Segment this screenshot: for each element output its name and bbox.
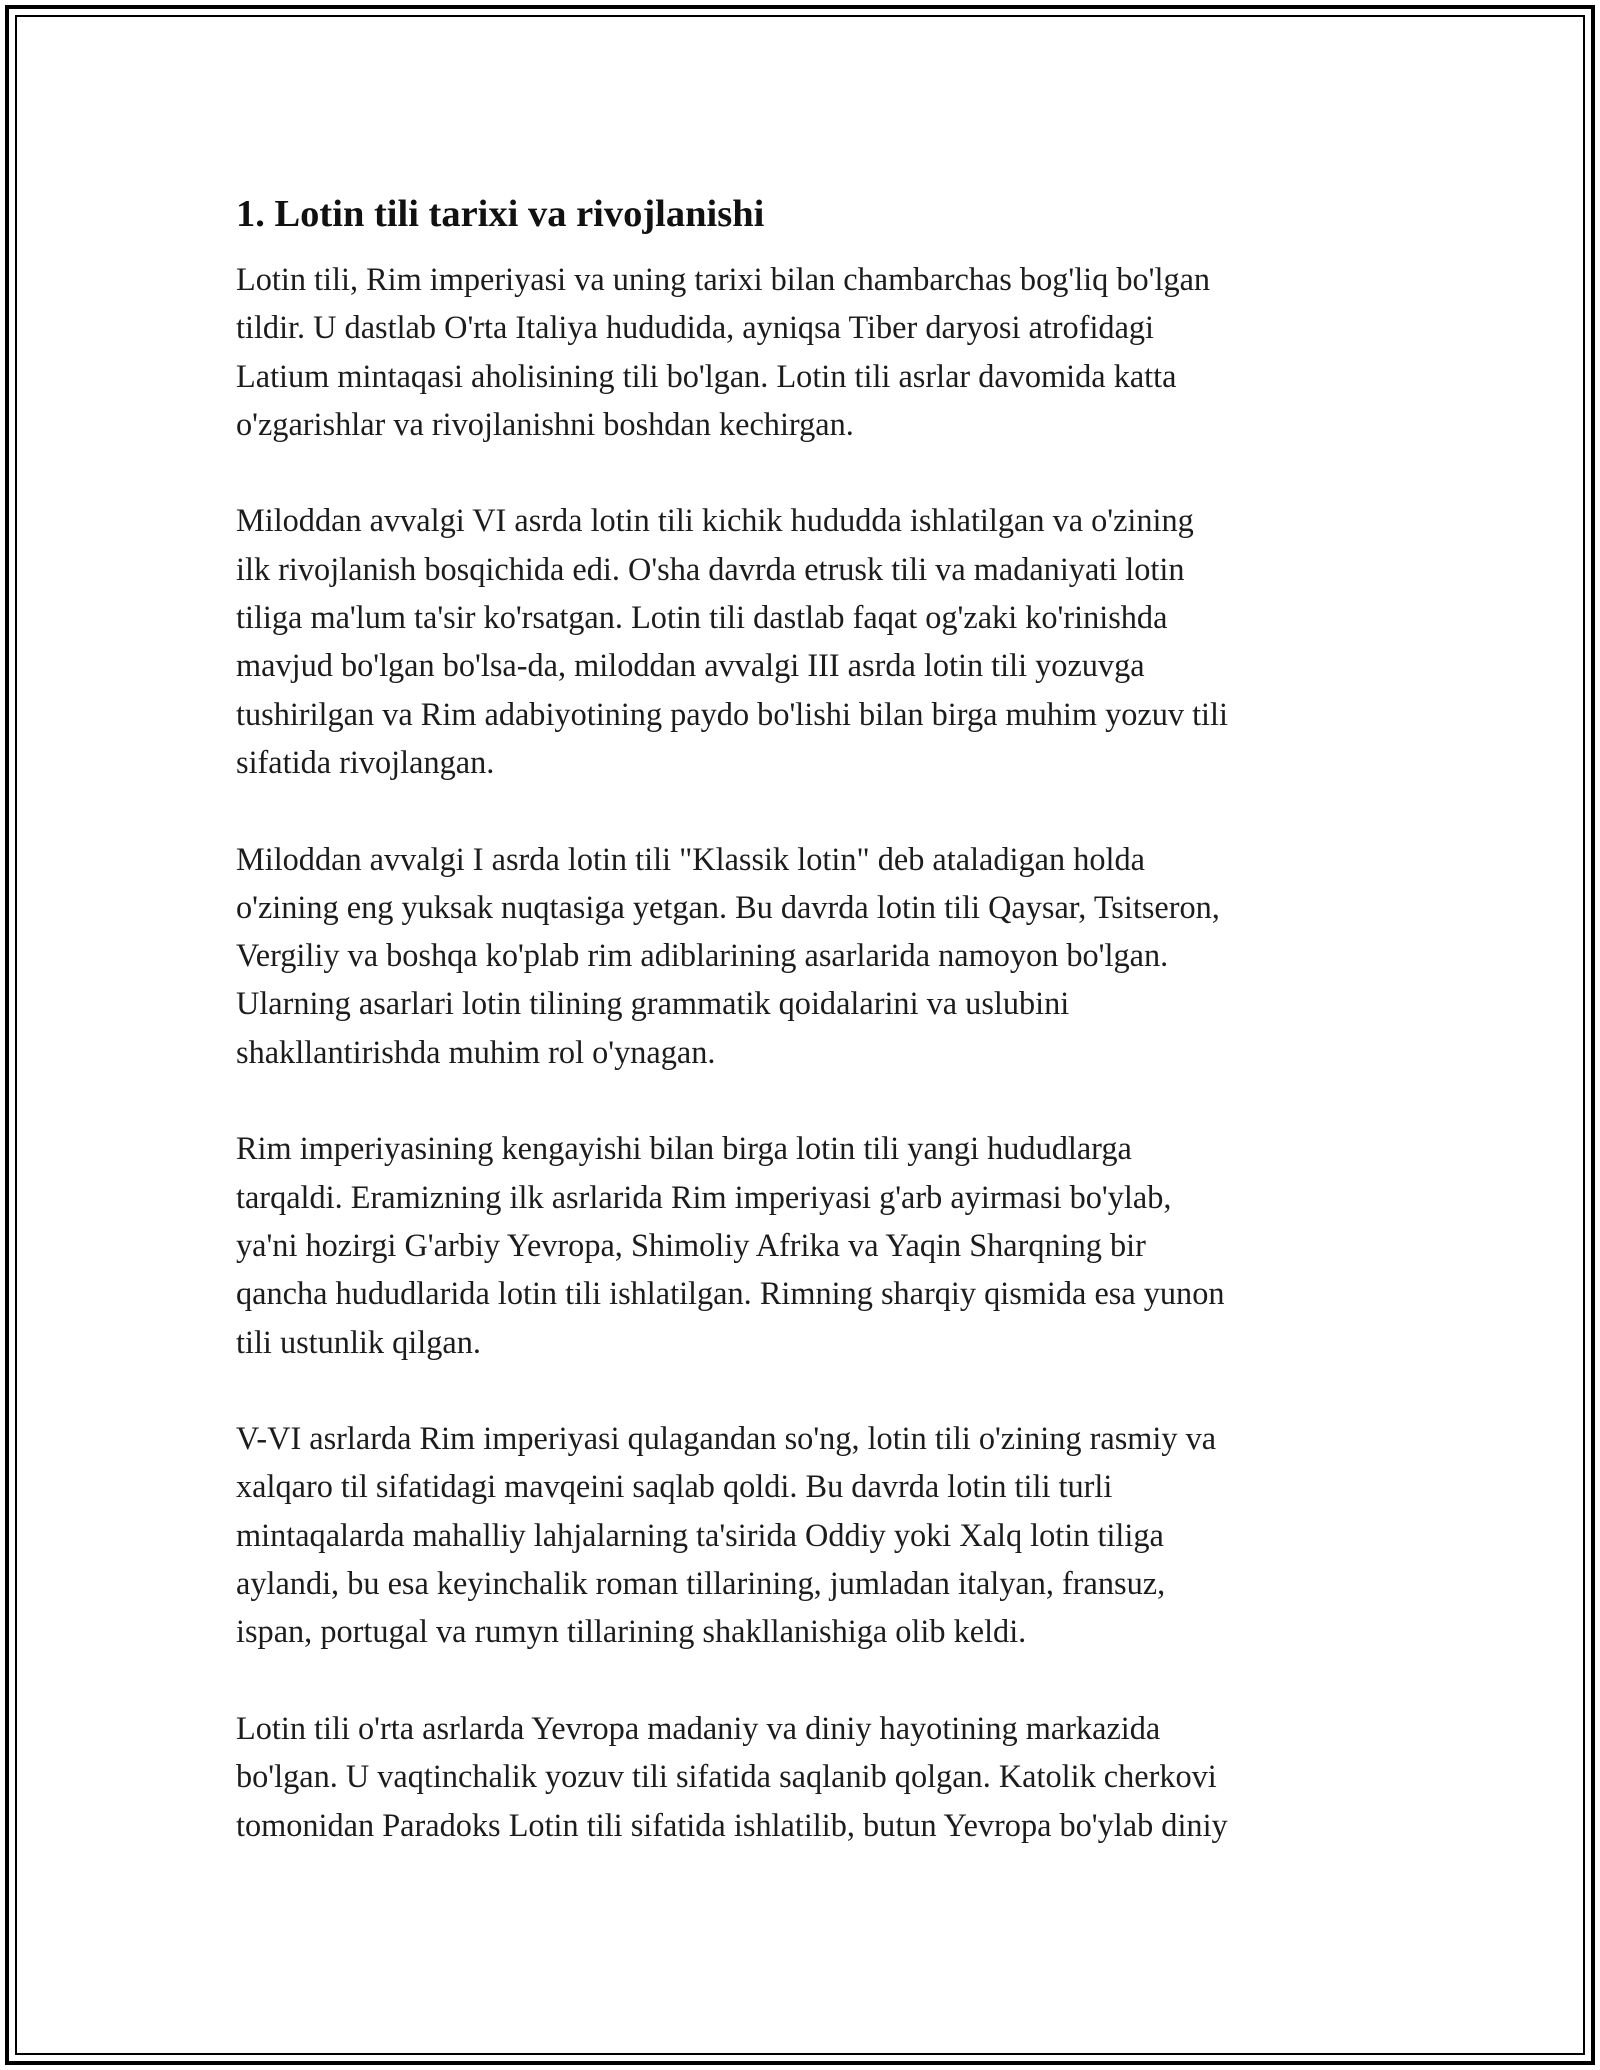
paragraph-2: Miloddan avvalgi VI asrda lotin tili kichik hududda ishlatilgan va o'zining ilk rivojlanish bosqichida edi. O'sha davrda etrusk tili va madaniyati lotin tiliga ma'lum ta'sir ko'rsatgan. Lotin tili dastlab faqat og'zaki ko'rinishda mavjud bo'lgan bo'lsa-da, miloddan avvalgi III asrda lotin tili yozuvga tushirilgan va Rim adabiyotining paydo bo'lishi bilan birga muhim yozuv tili sifatida rivojlangan. — [236, 502, 1228, 780]
section-heading: 1. Lotin tili tarixi va rivojlanishi — [236, 193, 765, 235]
paragraph-6: Lotin tili o'rta asrlarda Yevropa madaniy va diniy hayotining markazida bo'lgan. U vaqtinchalik yozuv tili sifatida saqlanib qolgan. Katolik cherkovi tomonidan Paradoks Lotin tili sifatida ishlatilib, butun Yevropa bo'ylab diniy — [236, 1709, 1228, 1843]
paragraph-3: Miloddan avvalgi I asrda lotin tili "Klassik lotin" deb ataladigan holda o'zining eng yuksak nuqtasiga yetgan. Bu davrda lotin tili Qaysar, Tsitseron, Vergiliy va boshqa ko'plab rim adiblarining asarlarida namoyon bo'lgan. Ularning asarlari lotin tilining grammatik qoidalarini va uslubini shakllantirishda muhim rol o'ynagan. — [236, 840, 1220, 1070]
paragraph-4: Rim imperiyasining kengayishi bilan birga lotin tili yangi hududlarga tarqaldi. Eramizning ilk asrlarida Rim imperiyasi g'arb ayirmasi bo'ylab, ya'ni hozirgi G'arbiy Yevropa, Shimoliy Afrika va Yaqin Sharqning bir qancha hududlarida lotin tili ishlatilgan. Rimning sharqiy qismida esa yunon tili ustunlik qilgan. — [236, 1130, 1225, 1360]
document-body — [236, 186, 1378, 1849]
paragraph-5: V-VI asrlarda Rim imperiyasi qulagandan so'ng, lotin tili o'zining rasmiy va xalqaro til sifatidagi mavqeini saqlab qoldi. Bu davrda lotin tili turli mintaqalarda mahalliy lahjalarning ta'sirida Oddiy yoki Xalq lotin tiliga aylandi, bu esa keyinchalik roman tillarining, jumladan italyan, fransuz, ispan, portugal va rumyn tillarining shakllanishiga olib keldi. — [236, 1420, 1217, 1650]
paragraph-1: Lotin tili, Rim imperiyasi va uning tarixi bilan chambarchas bog'liq bo'lgan tildir. U dastlab O'rta Italiya hududida, ayniqsa Tiber daryosi atrofidagi Latium mintaqasi aholisining tili bo'lgan. Lotin tili asrlar davomida katta o'zgarishlar va rivojlanishni boshdan kechirgan. — [236, 261, 1211, 442]
